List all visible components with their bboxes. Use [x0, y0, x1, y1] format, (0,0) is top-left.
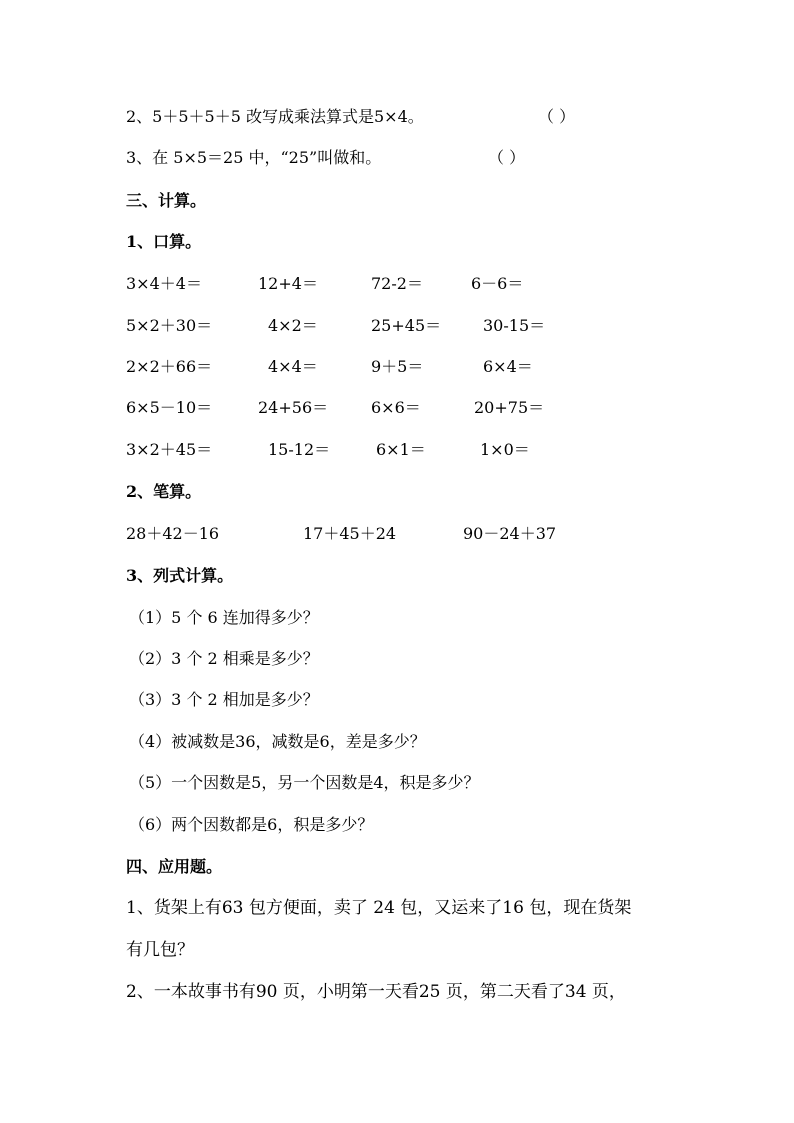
- word-problem-1: 1、货架上有63 包方便面，卖了 24 包，又运来了16 包，现在货架: [126, 898, 632, 918]
- oral-item: 25+45＝: [371, 316, 442, 335]
- list-item: （5）一个因数是5，另一个因数是4，积是多少？: [129, 773, 480, 792]
- oral-item: 2×2＋66＝: [126, 357, 213, 376]
- subsection-heading: 2、笔算。: [126, 482, 202, 501]
- oral-item: 3×4＋4＝: [126, 274, 202, 293]
- oral-item: 15-12＝: [268, 440, 331, 459]
- oral-item: 20+75＝: [474, 398, 545, 417]
- list-item: （1）5 个 6 连加得多少？: [129, 608, 319, 627]
- list-item: （4）被减数是36，减数是6，差是多少？: [129, 732, 426, 751]
- oral-item: 3×2＋45＝: [126, 440, 213, 459]
- judgement-item-2: 2、5＋5＋5＋5 改写成乘法算式是5×4。: [126, 107, 424, 126]
- oral-item: 6×6＝: [371, 398, 421, 417]
- answer-parentheses[interactable]: （ ）: [538, 107, 576, 126]
- oral-item: 5×2＋30＝: [126, 316, 213, 335]
- oral-item: 6－6＝: [471, 274, 524, 293]
- list-item: （6）两个因数都是6，积是多少？: [129, 815, 374, 834]
- oral-item: 24+56＝: [258, 398, 329, 417]
- oral-item: 1×0＝: [480, 440, 530, 459]
- oral-item: 12+4＝: [258, 274, 318, 293]
- answer-parentheses[interactable]: （ ）: [488, 148, 526, 167]
- oral-item: 9＋5＝: [371, 357, 424, 376]
- list-item: （3）3 个 2 相加是多少？: [129, 690, 319, 709]
- written-item: 90－24＋37: [463, 524, 557, 543]
- list-item: （2）3 个 2 相乘是多少？: [129, 649, 319, 668]
- oral-item: 4×2＝: [268, 316, 318, 335]
- section-heading: 三、计算。: [126, 191, 207, 210]
- oral-item: 72-2＝: [371, 274, 423, 293]
- oral-item: 6×5－10＝: [126, 398, 213, 417]
- written-item: 17＋45＋24: [303, 524, 397, 543]
- oral-item: 30-15＝: [483, 316, 546, 335]
- word-problem-1-cont: 有几包？: [126, 940, 194, 960]
- subsection-heading: 1、口算。: [126, 232, 202, 251]
- section-heading: 四、应用题。: [126, 857, 223, 876]
- subsection-heading: 3、列式计算。: [126, 566, 234, 585]
- judgement-item-3: 3、在 5×5＝25 中，“25”叫做和。: [126, 148, 382, 167]
- oral-item: 6×1＝: [376, 440, 426, 459]
- oral-item: 6×4＝: [483, 357, 533, 376]
- written-item: 28＋42－16: [126, 524, 220, 543]
- word-problem-2: 2、一本故事书有90 页，小明第一天看25 页，第二天看了34 页，: [126, 982, 626, 1002]
- oral-item: 4×4＝: [268, 357, 318, 376]
